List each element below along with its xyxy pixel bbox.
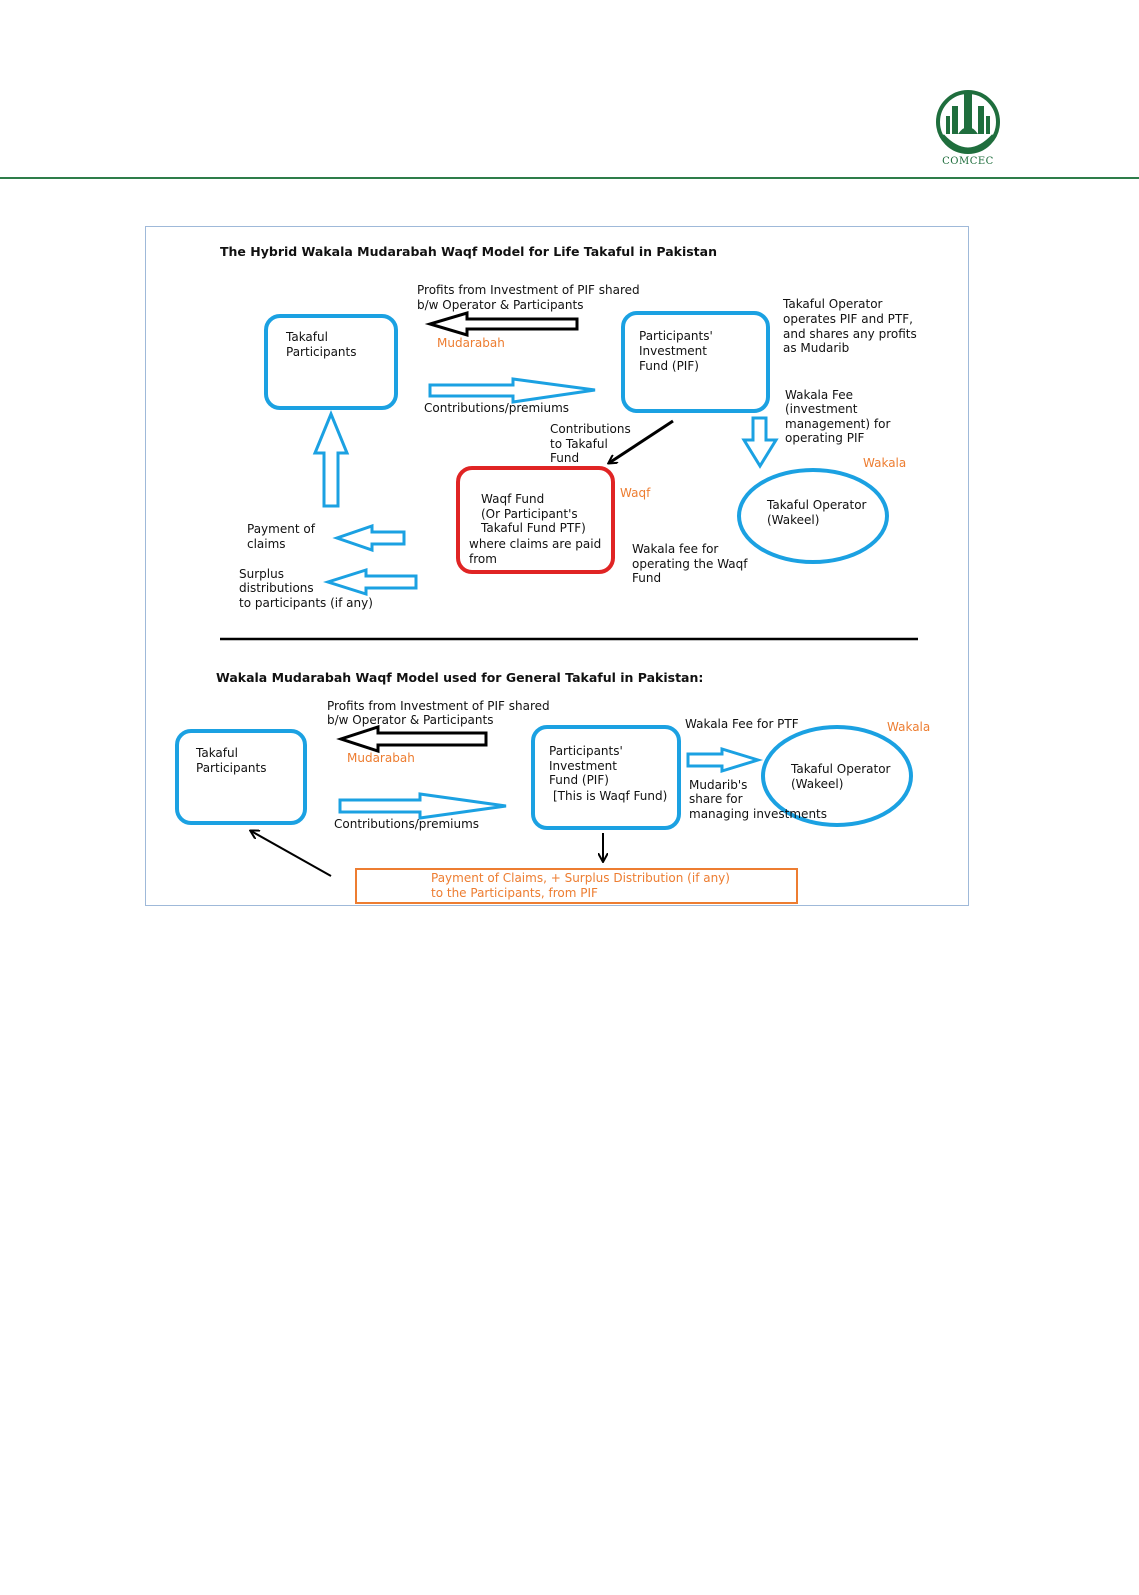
life-surplus-label: Surplus distributions to participants (if any) (239, 567, 373, 610)
general-contributions-label: Contributions/premiums (334, 817, 480, 831)
life-contributions-label: Contributions/premiums (424, 401, 570, 415)
life-operator-note: Takaful Operator operates PIF and PTF, and shares any profits as Mudarib (783, 297, 917, 355)
life-wakala-fee-arrow (744, 418, 776, 466)
life-surplus-arrow (328, 570, 416, 594)
life-profits-arrow (430, 313, 577, 335)
life-operator-label: Takaful Operator (Wakeel) (767, 498, 867, 527)
general-wakala-fee-label: Wakala Fee for PTF (685, 717, 799, 731)
general-operator-label: Takaful Operator (Wakeel) (791, 762, 891, 791)
general-wakala-fee-arrow (688, 749, 758, 771)
general-pif-label: Participants' Investment Fund (PIF) [This is Waqf Fund) (549, 744, 668, 803)
life-contributions-arrow (430, 379, 595, 402)
life-to-takaful-label: Contributions to Takaful Fund (550, 422, 631, 465)
general-payment-to-participants-arrow (251, 831, 331, 876)
general-mudarib-share-label: Mudarib's share for managing investments (689, 778, 828, 821)
general-wakala-label: Wakala (887, 720, 931, 734)
life-wakala-fee-label: Wakala Fee (investment management) for operating PIF (785, 388, 891, 445)
general-participants-label: Takaful Participants (196, 746, 267, 775)
life-payment-arrow (337, 526, 404, 550)
general-contributions-arrow (340, 794, 506, 818)
life-payment-label: Payment of claims (247, 522, 315, 551)
life-waqf-label: Waqf (620, 486, 651, 500)
comcec-logo-label: COMCEC (942, 156, 994, 167)
general-model-title: Wakala Mudarabah Waqf Model used for General Takaful in Pakistan: (216, 670, 704, 685)
life-profits-label: Profits from Investment of PIF shared b/w Operator & Participants (417, 283, 640, 312)
life-claims-up-arrow (315, 414, 347, 506)
general-mudarabah-label: Mudarabah (347, 751, 415, 765)
life-participants-label: Takaful Participants (286, 330, 357, 359)
life-waqf-fee-label: Wakala fee for operating the Waqf Fund (632, 542, 748, 585)
life-model-title: The Hybrid Wakala Mudarabah Waqf Model for Life Takaful in Pakistan (220, 244, 717, 259)
life-waqf-fund-label: Waqf Fund (Or Participant's Takaful Fund PTF) where claims are paid from (469, 492, 602, 566)
life-mudarabah-label: Mudarabah (437, 336, 505, 350)
general-payment-label: Payment of Claims, + Surplus Distribution (if any) to the Participants, from PIF (431, 871, 730, 900)
general-participants-box (177, 731, 305, 823)
general-profits-label: Profits from Investment of PIF shared b/w Operator & Participants (327, 699, 550, 727)
general-profits-arrow (341, 727, 486, 751)
life-pif-label: Participants' Investment Fund (PIF) (639, 329, 713, 373)
life-wakala-label: Wakala (863, 456, 907, 470)
